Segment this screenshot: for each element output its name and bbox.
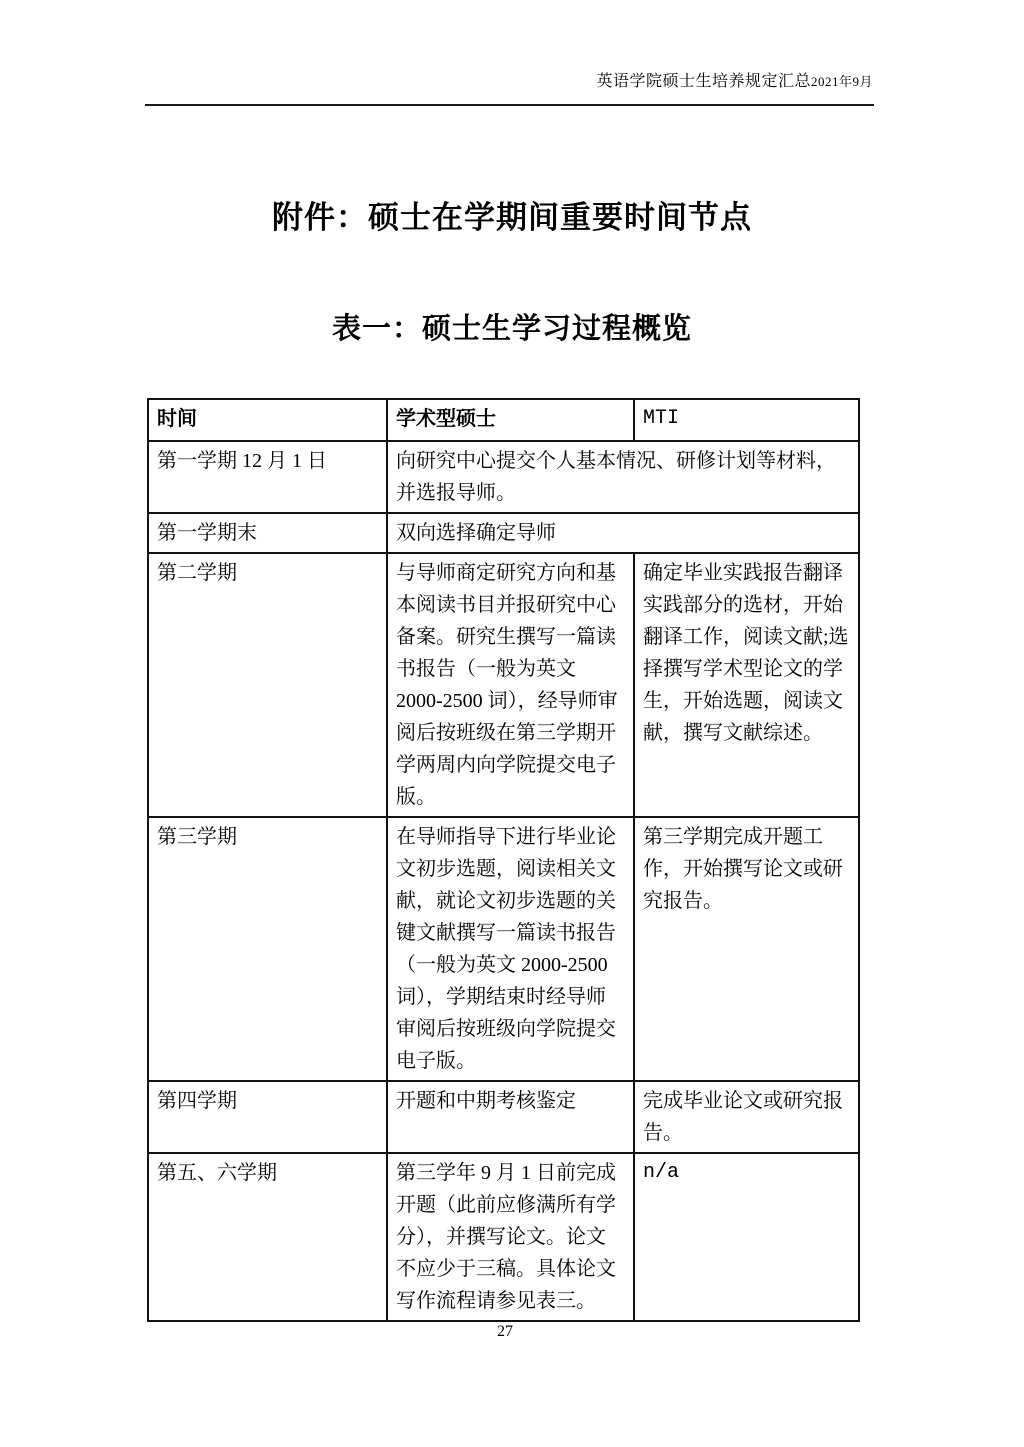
cell-time: 第五、六学期: [148, 1153, 387, 1321]
cell-academic-merged: 双向选择确定导师: [387, 513, 859, 553]
header-divider-line: [145, 104, 874, 106]
cell-academic-merged: 向研究中心提交个人基本情况、研修计划等材料，并选报导师。: [387, 441, 859, 513]
document-title: 附件：硕士在学期间重要时间节点: [272, 200, 752, 235]
column-header-time: 时间: [148, 399, 387, 441]
cell-academic: 与导师商定研究方向和基本阅读书目并报研究中心备案。研究生撰写一篇读书报告（一般为英文 2000-2500 词），经导师审阅后按班级在第三学期开学两周内向学院提交电子版。: [387, 553, 634, 817]
cell-academic: 开题和中期考核鉴定: [387, 1081, 634, 1153]
table-row: [148, 1081, 859, 1153]
column-header-mti: MTI: [634, 399, 859, 441]
cell-mti: 完成毕业论文或研究报告。: [634, 1081, 859, 1153]
running-header: [0, 68, 873, 91]
table-row: [148, 441, 859, 513]
table-row: [148, 553, 859, 817]
cell-time: 第一学期末: [148, 513, 387, 553]
cell-mti: 第三学期完成开题工作，开始撰写论文或研究报告。: [634, 817, 859, 1081]
column-header-academic: 学术型硕士: [387, 399, 634, 441]
page-number: 27: [497, 1323, 513, 1340]
running-header-text: 英语学院硕士生培养规定汇总: [596, 73, 811, 90]
cell-time: 第一学期 12 月 1 日: [148, 441, 387, 513]
cell-mti: n/a: [634, 1153, 859, 1321]
running-header-date: 2021年9月: [810, 74, 873, 89]
table-row: [148, 513, 859, 553]
table-caption: 表一：硕士生学习过程概览: [331, 313, 692, 345]
table-header-row: [148, 399, 859, 441]
cell-time: 第四学期: [148, 1081, 387, 1153]
cell-academic: 第三学年 9 月 1 日前完成开题（此前应修满所有学分），并撰写论文。论文不应少于三稿。具体论文写作流程请参见表三。: [387, 1153, 634, 1321]
master-timeline-table: [147, 398, 860, 1322]
cell-mti: 确定毕业实践报告翻译实践部分的选材，开始翻译工作，阅读文献;选择撰写学术型论文的学生，开始选题，阅读文献，撰写文献综述。: [634, 553, 859, 817]
cell-academic: 在导师指导下进行毕业论文初步选题，阅读相关文献，就论文初步选题的关键文献撰写一篇读书报告（一般为英文 2000-2500 词），学期结束时经导师审阅后按班级向学院提交电子版。: [387, 817, 634, 1081]
table-row: [148, 1153, 859, 1321]
cell-time: 第三学期: [148, 817, 387, 1081]
table-row: [148, 817, 859, 1081]
cell-time: 第二学期: [148, 553, 387, 817]
